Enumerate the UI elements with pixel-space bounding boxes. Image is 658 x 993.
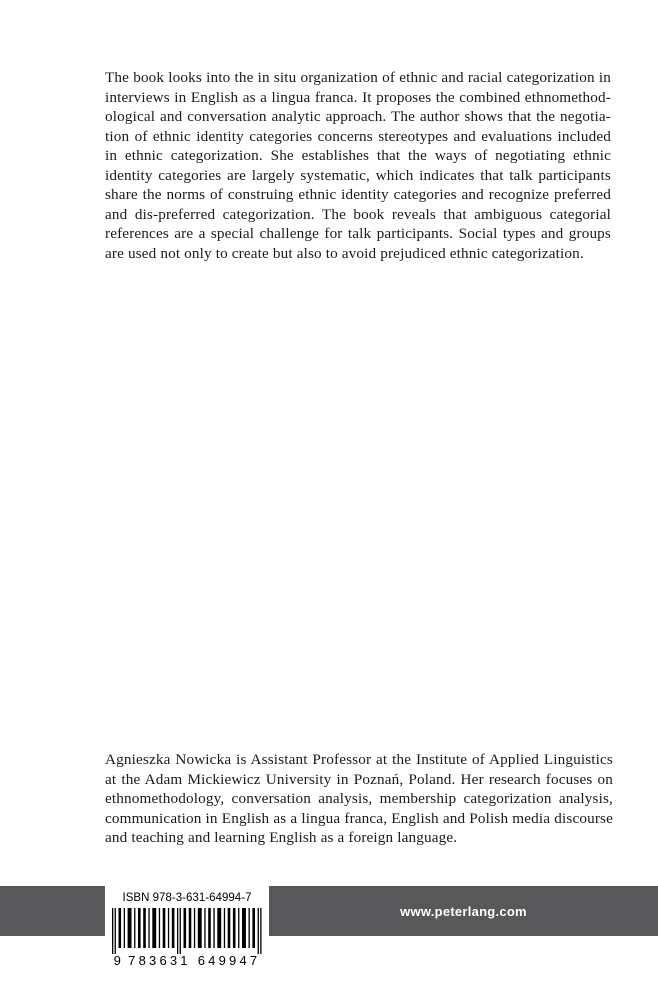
barcode-digits-left: 783631 (128, 953, 191, 968)
barcode-digits-right: 649947 (197, 953, 261, 968)
isbn-barcode-block (105, 886, 269, 968)
barcode-digits (105, 953, 269, 968)
publisher-website[interactable]: www.peterlang.com (400, 903, 527, 919)
barcode-digit-lead: 9 (113, 953, 122, 968)
isbn-label: ISBN 978-3-631-64994-7 (122, 892, 252, 904)
footer-bar-left (0, 886, 105, 936)
blurb-paragraph: The book looks into the in situ organization of ethnic and racial categorization in interviews in English as a lingua franca. It proposes the combined ethnomethod-ological and conversation analytic approach. The author shows that the negotia-tion of ethnic identity categories concerns stereotypes and evaluations included in ethnic categorization. She establishes that the ways of negotiating ethnic identity categories are largely systematic, which indicates that talk participants share the norms of construing ethnic identity categories and recognize preferred and dis-preferred categorization. The book reveals that ambiguous categorial references are a special challenge for talk participants. Social types and groups are used not only to create but also to avoid prejudiced ethnic categorization. (105, 69, 611, 262)
author-bio-paragraph: Agnieszka Nowicka is Assistant Professor at the Institute of Applied Linguistics at the Adam Mickiewicz University in Poznań, Poland. Her research focuses on ethnomethodology, conversation analysis, membership categorization analysis, communication in English as a lingua franca, English and Polish media discourse and teaching and learning English as a foreign language. (105, 751, 613, 847)
barcode-icon (112, 908, 262, 954)
